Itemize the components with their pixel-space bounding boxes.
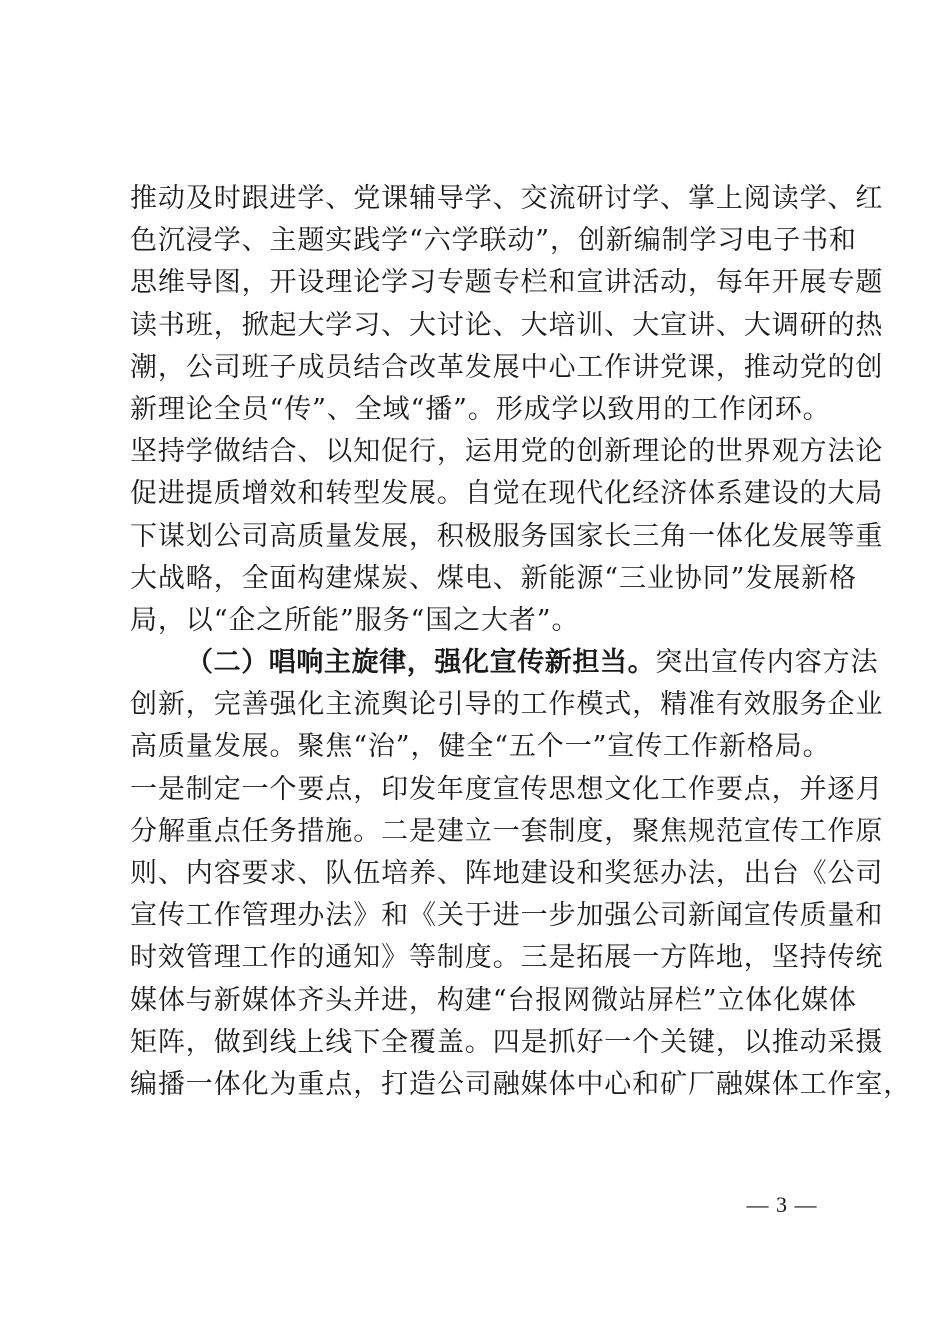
text-line: 新理论全员“传”、全域“播”。形成学以致用的工作闭环。 [130,393,831,425]
text-line: 宣传工作管理办法》和《关于进一步加强公司新闻宣传质量和 [130,900,884,932]
text-line: 促进提质增效和转型发展。自觉在现代化经济体系建设的大局 [130,478,884,510]
text-line: 大战略，全面构建煤炭、煤电、新能源“三业协同”发展新格 [130,562,857,594]
body-text [130,178,912,1106]
text-line: 矩阵，做到线上线下全覆盖。四是抓好一个关键，以推动采摄 [130,1026,884,1058]
text-line: 色沉浸学、主题实践学“六学联动”，创新编制学习电子书和 [130,225,857,257]
text-line: 坚持学做结合、以知促行，运用党的创新理论的世界观方法论 [130,436,884,468]
text-line: 读书班，掀起大学习、大讨论、大培训、大宣讲、大调研的热 [130,309,884,341]
page-number: — 3 — [746,1192,818,1217]
text-line: 则、内容要求、队伍培养、阵地建设和奖惩办法，出台《公司 [130,858,884,889]
text-line: 下谋划公司高质量发展，积极服务国家长三角一体化发展等重 [130,520,884,552]
text-line: 一是制定一个要点，印发年度宣传思想文化工作要点，并逐月 [130,773,884,805]
text-line: 思维导图，开设理论学习专题专栏和宣讲活动，每年开展专题 [130,267,884,299]
text-line: 高质量发展。聚焦“治”，健全“五个一”宣传工作新格局。 [130,731,831,763]
text-line: 创新，完善强化主流舆论引导的工作模式，精准有效服务企业 [130,689,884,721]
text-line: 编播一体化为重点，打造公司融媒体中心和矿厂融媒体工作室， [130,1068,912,1100]
text-line: 时效管理工作的通知》等制度。三是拓展一方阵地，坚持传统 [130,942,884,974]
text-line: 分解重点任务措施。二是建立一套制度，聚焦规范宣传工作原 [130,815,884,847]
section-heading-line [130,642,879,684]
section-heading-rest: 突出宣传内容方法 [655,647,879,679]
text-line: 局，以“企之所能”服务“国之大者”。 [130,604,580,636]
text-line: 媒体与新媒体齐头并进，构建“台报网微站屏栏”立体化媒体 [130,984,857,1016]
section-heading: （二）唱响主旋律，强化宣传新担当。 [186,647,656,679]
text-line: 潮，公司班子成员结合改革发展中心工作讲党课，推动党的创 [130,351,884,383]
text-line: 推动及时跟进学、党课辅导学、交流研讨学、掌上阅读学、红 [130,183,884,214]
